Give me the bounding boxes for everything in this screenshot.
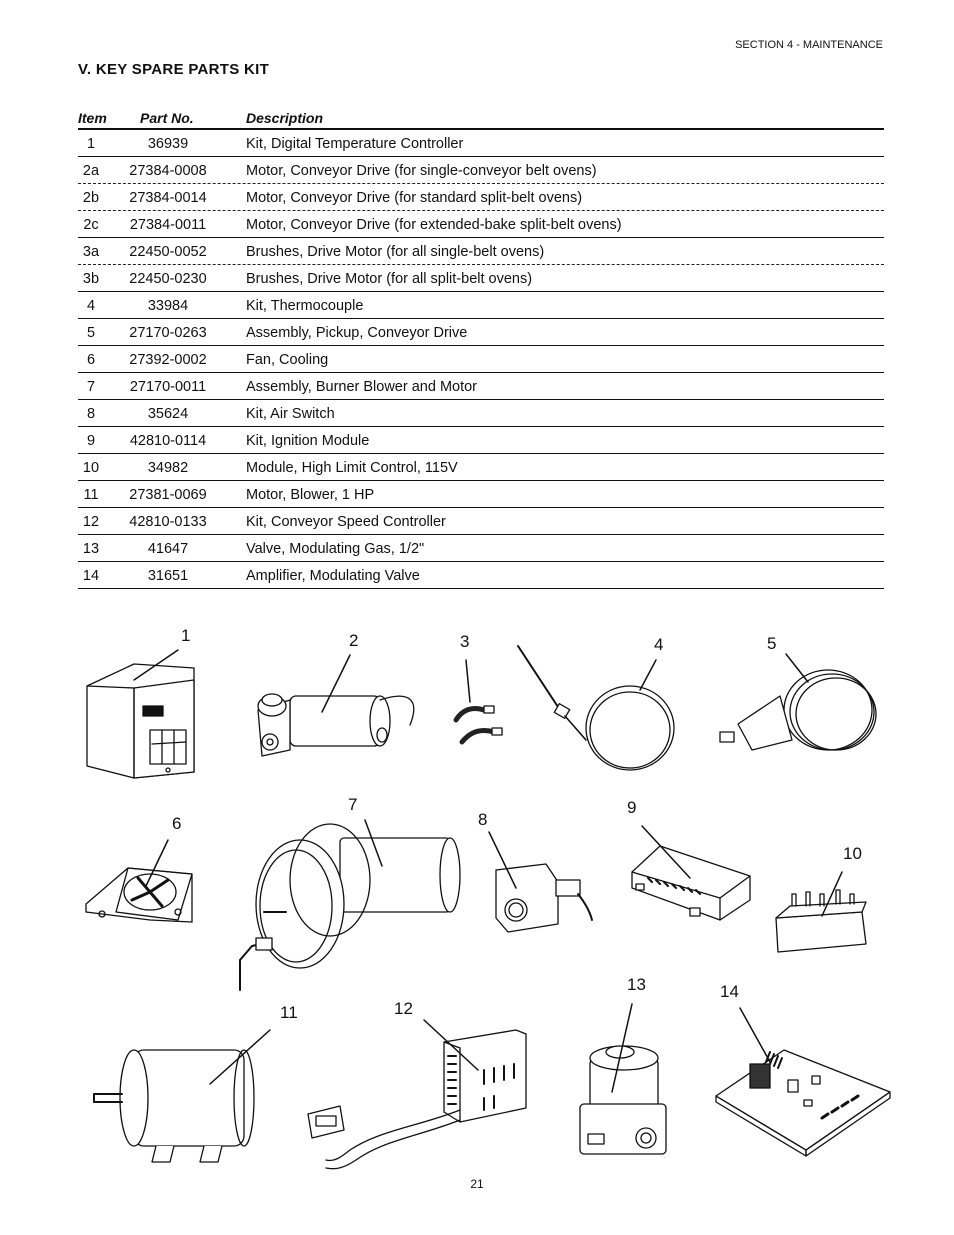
row-description: Fan, Cooling <box>246 352 329 368</box>
header-description: Description <box>246 110 324 126</box>
row-description: Kit, Digital Temperature Controller <box>246 136 464 152</box>
row-part-no: 41647 <box>147 541 189 557</box>
row-part-no: 42810-0133 <box>129 514 207 530</box>
row-item: 12 <box>82 514 100 530</box>
section-header: SECTION 4 - MAINTENANCE <box>735 39 883 51</box>
row-description: Motor, Conveyor Drive (for standard split-belt ovens) <box>246 190 583 206</box>
callout-14: 14 <box>720 982 739 1001</box>
row-item: 5 <box>86 325 96 341</box>
blower-motor-illustration <box>94 1030 270 1162</box>
row-description: Kit, Ignition Module <box>246 433 370 449</box>
row-description: Motor, Conveyor Drive (for extended-bake split-belt ovens) <box>246 217 622 233</box>
row-part-no: 27170-0263 <box>129 325 207 341</box>
thermocouple-illustration <box>518 646 674 770</box>
row-item: 11 <box>83 487 99 503</box>
callout-6: 6 <box>172 814 182 833</box>
header-item: Item <box>78 110 107 126</box>
row-item: 2c <box>83 217 99 233</box>
speed-controller-illustration <box>308 1020 526 1169</box>
row-description: Kit, Air Switch <box>246 406 335 422</box>
row-description: Valve, Modulating Gas, 1/2" <box>246 541 425 557</box>
row-part-no: 42810-0114 <box>129 433 207 449</box>
callout-5: 5 <box>767 634 777 653</box>
row-description: Brushes, Drive Motor (for all split-belt ovens) <box>246 271 533 287</box>
row-part-no: 27384-0008 <box>129 163 207 179</box>
pickup-assembly-illustration <box>720 654 876 750</box>
row-item: 3b <box>82 271 100 287</box>
callout-7: 7 <box>348 795 358 814</box>
row-part-no: 33984 <box>147 298 189 314</box>
row-item: 13 <box>82 541 100 557</box>
ignition-module-illustration <box>632 826 750 920</box>
row-description: Amplifier, Modulating Valve <box>246 568 420 584</box>
temperature-controller-illustration <box>87 650 194 778</box>
callout-1: 1 <box>181 626 191 645</box>
row-part-no: 27384-0011 <box>129 217 207 233</box>
callout-9: 9 <box>627 798 637 817</box>
row-item: 2a <box>82 163 100 179</box>
high-limit-module-illustration <box>776 872 866 952</box>
row-part-no: 31651 <box>147 568 189 584</box>
row-item: 7 <box>86 379 96 395</box>
row-description: Kit, Thermocouple <box>246 298 364 314</box>
row-item: 14 <box>82 568 100 584</box>
air-switch-illustration <box>489 832 592 932</box>
gas-valve-illustration <box>580 1004 666 1154</box>
conveyor-motor-illustration <box>258 655 414 756</box>
row-description: Motor, Blower, 1 HP <box>246 487 375 503</box>
row-part-no: 27384-0014 <box>129 190 207 206</box>
page-title: V. KEY SPARE PARTS KIT <box>78 61 270 78</box>
row-description: Kit, Conveyor Speed Controller <box>246 514 446 530</box>
row-description: Brushes, Drive Motor (for all single-belt ovens) <box>246 244 545 260</box>
row-description: Assembly, Burner Blower and Motor <box>246 379 478 395</box>
row-item: 9 <box>86 433 96 449</box>
row-part-no: 27392-0002 <box>129 352 207 368</box>
callout-10: 10 <box>843 844 862 863</box>
row-part-no: 22450-0052 <box>129 244 207 260</box>
row-part-no: 35624 <box>147 406 189 422</box>
row-item: 6 <box>86 352 96 368</box>
row-description: Motor, Conveyor Drive (for single-conveyor belt ovens) <box>246 163 597 179</box>
callout-3: 3 <box>460 632 470 651</box>
row-part-no: 36939 <box>147 136 189 152</box>
callout-11: 11 <box>280 1003 298 1022</box>
row-description: Module, High Limit Control, 115V <box>246 460 458 476</box>
callout-4: 4 <box>654 635 664 654</box>
row-part-no: 27381-0069 <box>129 487 207 503</box>
row-item: 1 <box>86 136 96 152</box>
row-item: 4 <box>86 298 96 314</box>
row-item: 8 <box>86 406 96 422</box>
callout-13: 13 <box>627 975 646 994</box>
row-item: 2b <box>82 190 100 206</box>
header-part-no: Part No. <box>140 110 194 126</box>
amplifier-board-illustration <box>716 1008 890 1156</box>
row-item: 3a <box>82 244 100 260</box>
row-part-no: 27170-0011 <box>129 379 207 395</box>
brushes-illustration <box>456 660 502 742</box>
burner-blower-illustration <box>240 820 460 990</box>
callout-8: 8 <box>478 810 488 829</box>
cooling-fan-illustration <box>86 840 192 922</box>
row-item: 10 <box>82 460 100 476</box>
callout-2: 2 <box>349 631 359 650</box>
page-number: 21 <box>470 1177 484 1191</box>
row-part-no: 22450-0230 <box>129 271 207 287</box>
row-part-no: 34982 <box>147 460 189 476</box>
callout-12: 12 <box>394 999 413 1018</box>
row-description: Assembly, Pickup, Conveyor Drive <box>246 325 468 341</box>
